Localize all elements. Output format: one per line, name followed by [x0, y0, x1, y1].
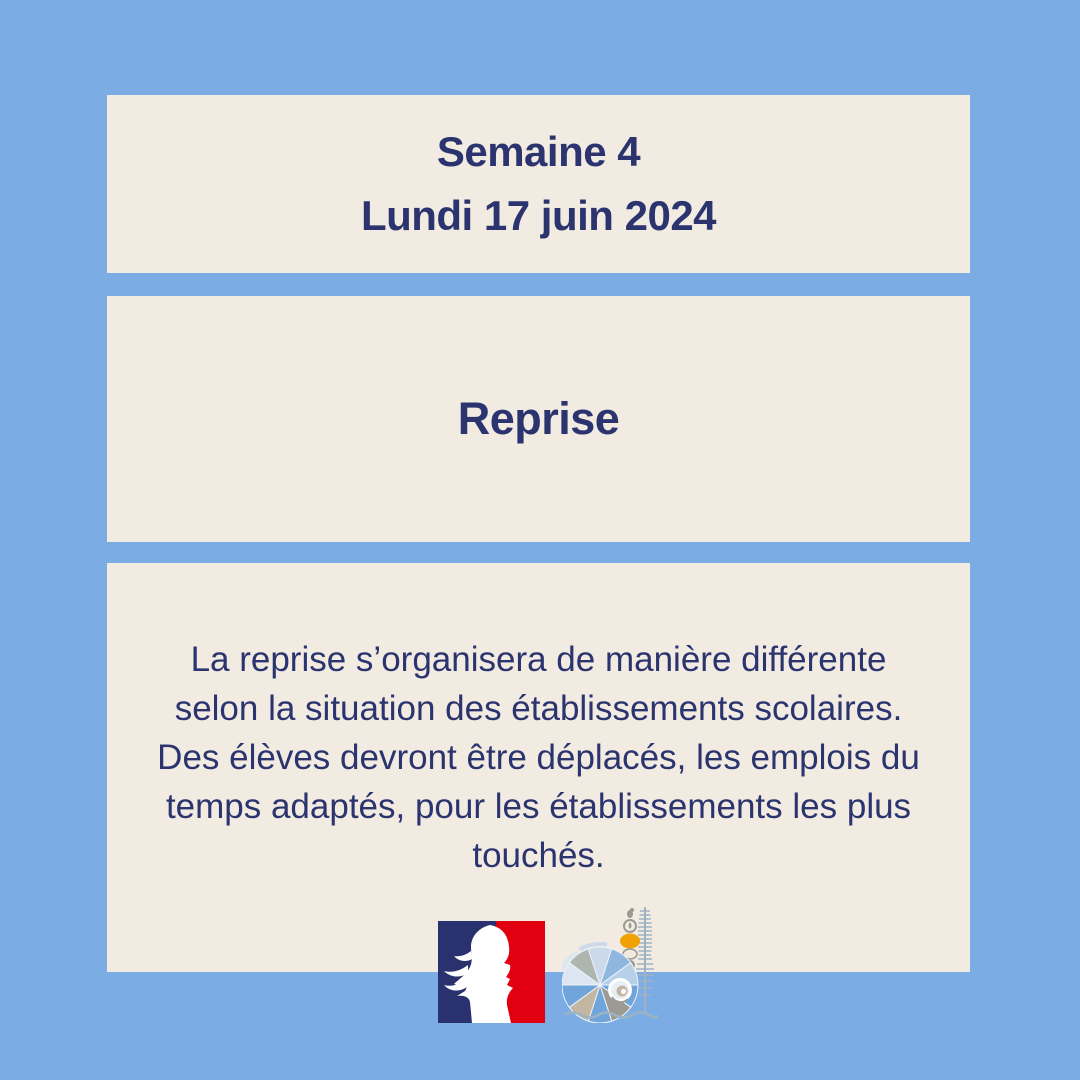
body-text-line: selon la situation des établissements scolaires. [174, 689, 903, 728]
marianne-logo [438, 921, 545, 1023]
date-card [107, 95, 970, 273]
body-text-line: touchés. [472, 836, 605, 875]
body-text-line: temps adaptés, pour les établissements les plus [165, 787, 912, 826]
body-text-line: Des élèves devront être déplacés, les emplois du [157, 738, 920, 777]
body-text-line: La reprise s’organisera de manière différente [190, 640, 887, 679]
title-card [107, 296, 970, 542]
page-title: Reprise [457, 393, 620, 444]
body-card [107, 563, 970, 972]
new-caledonia-logo [562, 901, 658, 1023]
date-label: Lundi 17 juin 2024 [360, 192, 717, 239]
week-label: Semaine 4 [436, 128, 641, 175]
pine-tree-icon [636, 907, 654, 1013]
